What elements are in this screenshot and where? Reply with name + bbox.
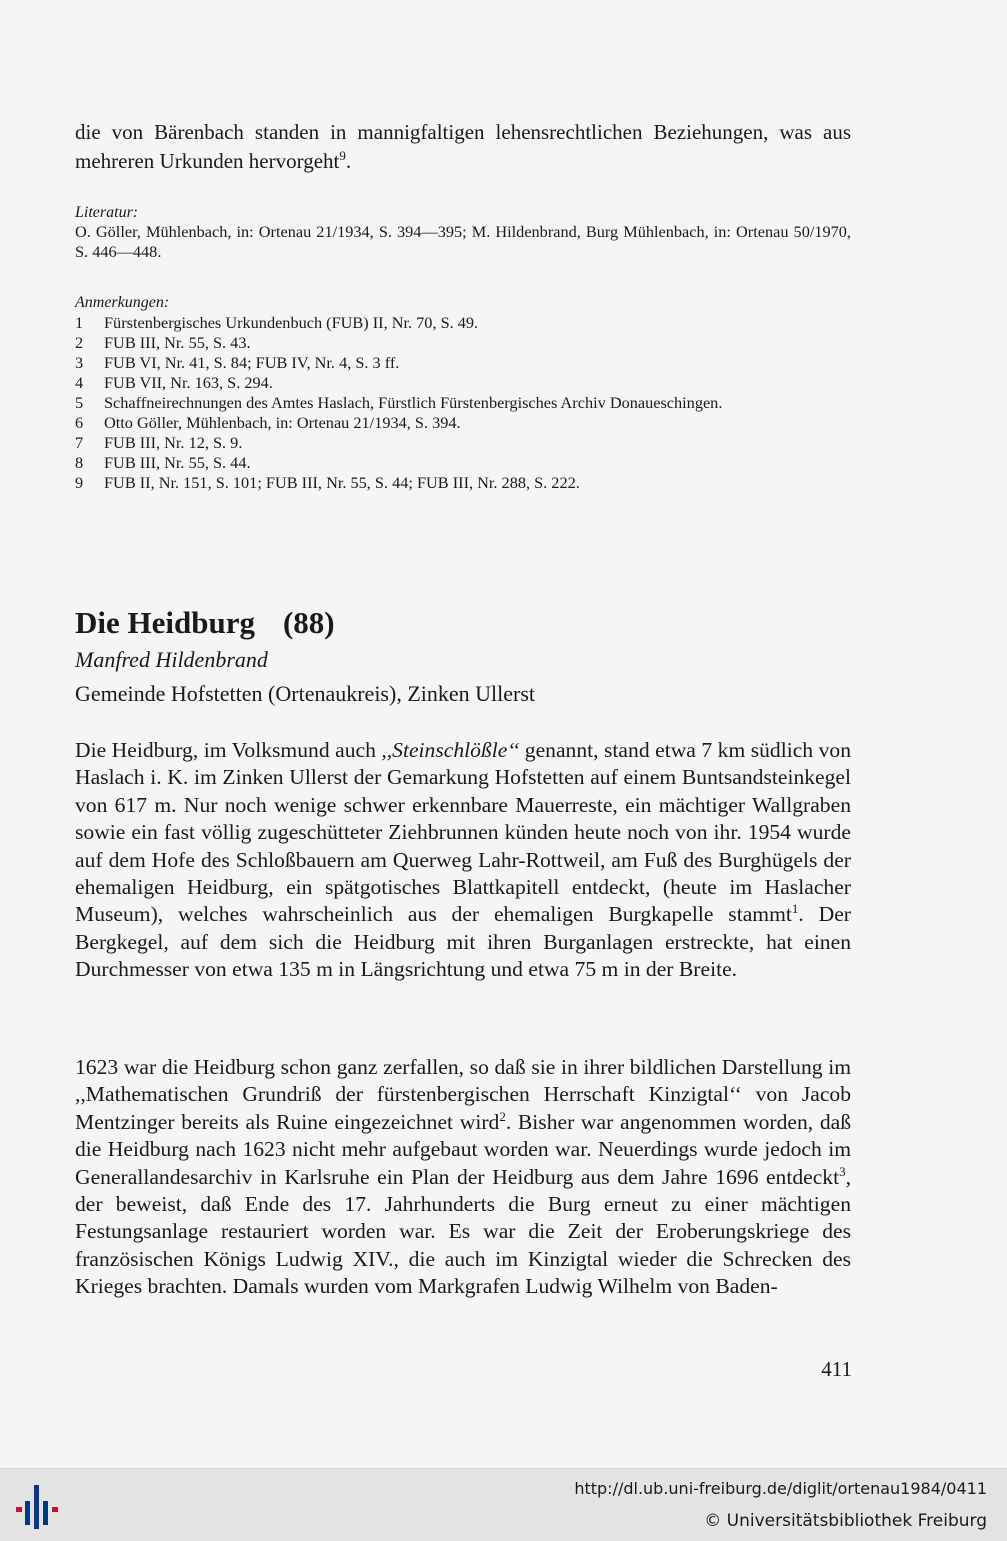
footnote-item — [75, 393, 851, 413]
footnote-number: 3 — [75, 353, 84, 372]
footnote-item — [75, 433, 851, 453]
footnote-ref[interactable]: 1 — [791, 901, 799, 917]
copyright-notice: © Universitätsbibliothek Freiburg — [704, 1511, 987, 1531]
footnote-item — [75, 453, 851, 473]
anmerkungen-heading: Anmerkungen: — [75, 294, 170, 311]
footnote-text: Fürstenbergisches Urkundenbuch (FUB) II, Nr. 70, S. 49. — [104, 313, 479, 332]
footnote-text: FUB II, Nr. 151, S. 101; FUB III, Nr. 55, S. 44; FUB III, Nr. 288, S. 222. — [104, 473, 580, 492]
footnote-number: 4 — [75, 373, 84, 392]
body-paragraph-1 — [75, 737, 851, 984]
article-title — [75, 603, 851, 643]
body-text: . Bisher war angenommen worden, daß die Heidburg nach 1623 nicht mehr aufgebaut worden war. Neuerdings wurde jedoch im Generallandesarchiv in Karlsruhe ein Plan der Heidburg aus dem Jahre 1696 entdeckt — [75, 1109, 851, 1189]
footnote-item — [75, 473, 851, 493]
body-text: genannt, stand etwa 7 km südlich von Haslach i. K. im Zinken Ullerst der Gemarkung Hofstetten auf einem Buntsandsteinkegel von 617 m. Nur noch wenige schwer erkennbare Mauerreste, ein mächtiger Wallgraben sowie ein fast völlig zugeschütteter Ziehbrunnen künden heute noch von ihr. 1954 wurde auf dem Hofe des Schloßbauern am Querweg Lahr-Rottweil, am Fuß des Burghügels der ehemaligen Heidburg, ein spätgotisches Blattkapitell entdeckt, (heute im Haslacher Museum), welches wahrscheinlich aus der ehemaligen Burgkapelle stammt — [75, 738, 851, 927]
footnote-ref[interactable]: 2 — [499, 1108, 506, 1124]
body-text: 1623 war die Heidburg schon ganz zerfallen, so daß sie in ihrer bildlichen Darstellung im ,,Mathematischen Grundriß der fürstenbergischen Herrschaft Kinzigtal‘‘ von Jacob Mentzinger bereits als Ruine eingezeichnet wird — [75, 1055, 851, 1134]
footnote-number: 7 — [75, 433, 84, 452]
body-text: Die Heidburg, im Volksmund auch — [75, 738, 382, 762]
footnote-number: 1 — [75, 313, 84, 332]
article-number: (88) — [282, 605, 335, 640]
footnote-item — [75, 353, 851, 373]
footnote-number: 6 — [75, 413, 84, 432]
lead-end: . — [345, 149, 352, 173]
literatur-heading: Literatur: — [75, 204, 139, 221]
footnote-text: FUB III, Nr. 55, S. 44. — [104, 453, 251, 472]
footnote-text: Schaffneirechnungen des Amtes Haslach, Fürstlich Fürstenbergisches Archiv Donaueschingen. — [104, 393, 723, 412]
footnote-ref[interactable]: 9 — [339, 148, 346, 163]
footnote-item — [75, 333, 851, 353]
page-number: 411 — [821, 1357, 852, 1381]
footnote-number: 5 — [75, 393, 84, 412]
body-text: . Der Bergkegel, auf dem sich die Heidburg mit ihren Burganlagen erstreckte, hat einen Durchmesser von etwa 135 m in Längsrichtung und etwa 75 m in der Breite. — [75, 902, 851, 982]
body-paragraph-2 — [75, 1054, 851, 1301]
article-title-text: Die Heidburg — [75, 605, 255, 640]
lead-text: die von Bärenbach standen in mannigfaltigen lehensrechtlichen Beziehungen, was aus mehreren Urkunden hervorgeht — [75, 120, 851, 173]
footnote-text: Otto Göller, Mühlenbach, in: Ortenau 21/1934, S. 394. — [104, 413, 461, 432]
footnote-number: 9 — [75, 473, 84, 492]
footnote-number: 2 — [75, 333, 84, 352]
footnote-number: 8 — [75, 453, 84, 472]
body-quote: ,,Steinschlößle‘‘ — [381, 738, 520, 762]
footnote-item — [75, 373, 851, 393]
permalink-url[interactable]: http://dl.ub.uni-freiburg.de/diglit/ortenau1984/0411 — [574, 1479, 987, 1498]
footnote-item — [75, 313, 851, 333]
literatur-text: O. Göller, Mühlenbach, in: Ortenau 21/1934, S. 394—395; M. Hildenbrand, Burg Mühlenbach, in: Ortenau 50/1970, S. 446—448. — [75, 222, 851, 261]
article-place: Gemeinde Hofstetten (Ortenaukreis), Zinken Ullerst — [75, 681, 536, 706]
footnote-text: FUB VI, Nr. 41, S. 84; FUB IV, Nr. 4, S. 3 ff. — [104, 353, 400, 372]
ub-freiburg-logo-icon[interactable] — [14, 1481, 64, 1533]
body-text: , der beweist, daß Ende des 17. Jahrhunderts die Burg erneut zu einer mächtigen Festungsanlage restauriert worden war. Es war die Zeit der Eroberungskriege des französischen Königs Ludwig XIV., die auch im Kinzigtal wieder die Schrecken des Krieges brachten. Damals wurden vom Markgrafen Ludwig Wilhelm von Baden- — [75, 1164, 851, 1299]
viewer-footer — [0, 1468, 1007, 1541]
footnote-item — [75, 413, 851, 433]
footnote-text: FUB III, Nr. 12, S. 9. — [104, 433, 243, 452]
article-author: Manfred Hildenbrand — [75, 647, 268, 672]
lead-paragraph — [75, 118, 851, 176]
footnote-text: FUB III, Nr. 55, S. 43. — [104, 333, 251, 352]
footnote-text: FUB VII, Nr. 163, S. 294. — [104, 373, 273, 392]
anmerkungen-list — [75, 313, 851, 493]
footnote-ref[interactable]: 3 — [839, 1163, 846, 1179]
